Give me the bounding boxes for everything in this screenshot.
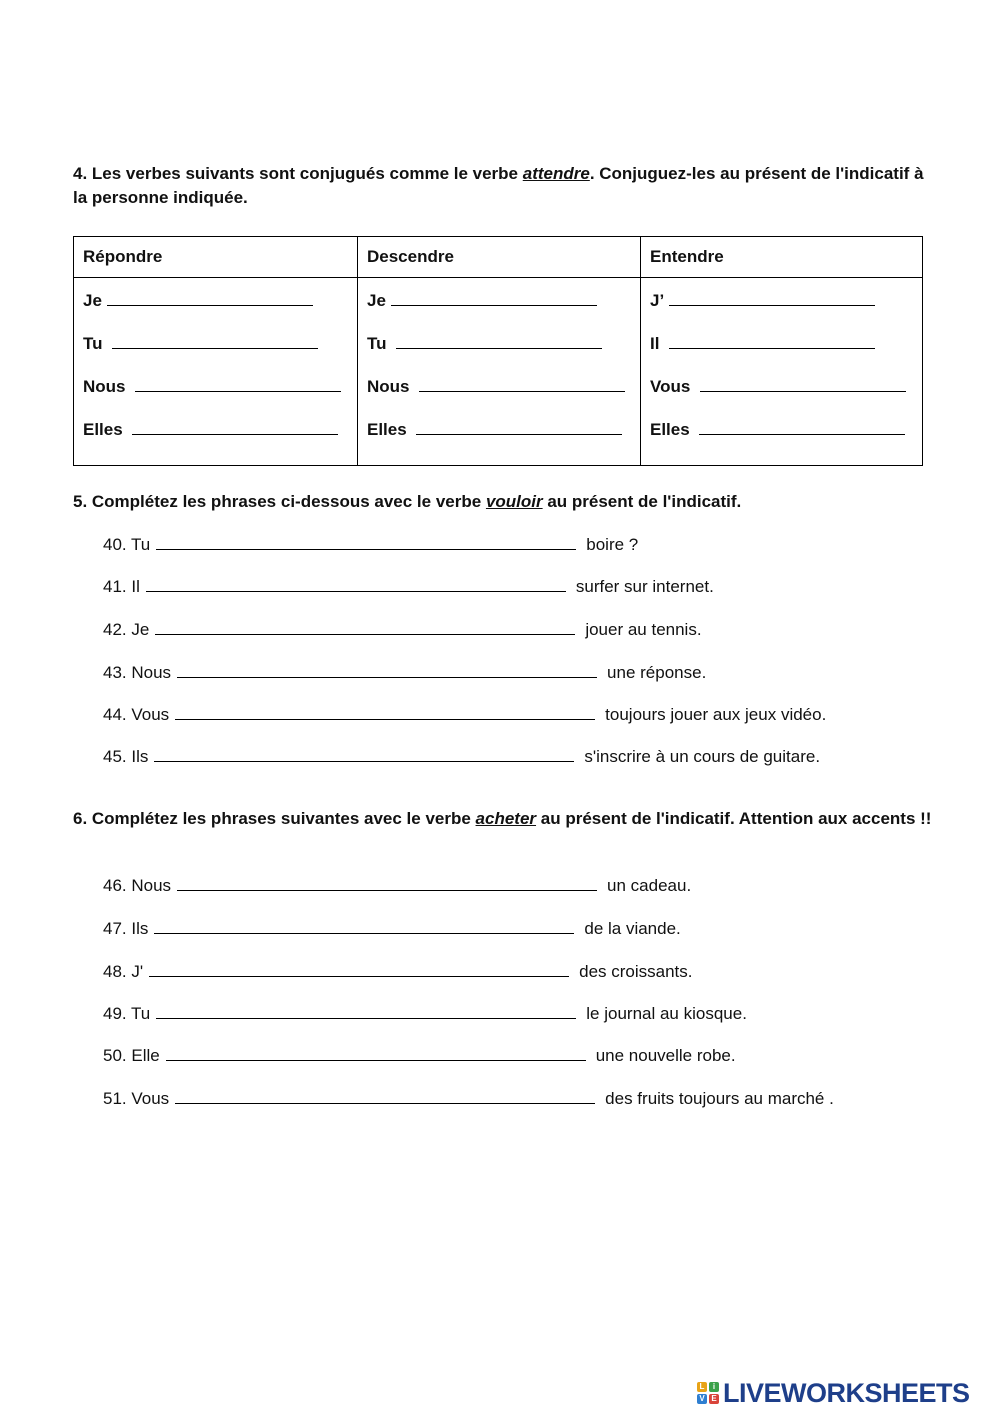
sentence-prefix: 46. Nous (103, 876, 172, 895)
pronoun: Je (367, 291, 386, 310)
sentence-prefix: 42. Je (103, 620, 150, 639)
exercise-4-instruction (73, 162, 933, 210)
sentence-suffix: des fruits toujours au marché . (605, 1089, 834, 1108)
answer-blank[interactable] (177, 872, 597, 891)
logo-tile: V (697, 1394, 707, 1404)
sentence-suffix: le journal au kiosque. (586, 1004, 747, 1023)
logo-mark-icon (697, 1382, 719, 1404)
answer-blank[interactable] (669, 287, 875, 306)
sentence-suffix: surfer sur internet. (575, 577, 714, 596)
answer-blank[interactable] (132, 416, 338, 435)
sentence-suffix: jouer au tennis. (585, 620, 702, 639)
answer-blank[interactable] (419, 373, 625, 392)
answer-blank[interactable] (135, 373, 341, 392)
answer-blank[interactable] (107, 287, 313, 306)
sentence-suffix: de la viande. (584, 919, 681, 938)
sentence-40 (103, 531, 638, 557)
answer-blank[interactable] (154, 915, 574, 934)
sentence-47 (103, 915, 681, 941)
answer-blank[interactable] (669, 330, 875, 349)
sentence-43 (103, 659, 706, 685)
instruction-text: . Conjuguez-les au présent de l'indicatif à la personne indiquée. (73, 164, 924, 207)
sentence-suffix: toujours jouer aux jeux vidéo. (605, 705, 827, 724)
answer-blank[interactable] (154, 743, 574, 762)
verb-vouloir: vouloir (485, 492, 543, 511)
pronoun: Je (83, 291, 102, 310)
sentence-suffix: une réponse. (607, 663, 707, 682)
answer-blank[interactable] (156, 531, 576, 550)
answer-blank[interactable] (175, 1085, 595, 1104)
column-header-entendre: Entendre (641, 237, 923, 278)
answer-blank[interactable] (416, 416, 622, 435)
verb-acheter: acheter (475, 809, 537, 828)
sentence-44 (103, 701, 826, 727)
sentence-prefix: 51. Vous (103, 1089, 170, 1108)
sentence-48 (103, 958, 693, 984)
answer-blank[interactable] (156, 1000, 576, 1019)
answer-blank[interactable] (396, 330, 602, 349)
logo-tile: E (709, 1394, 719, 1404)
sentence-suffix: s'inscrire à un cours de guitare. (584, 747, 821, 766)
sentence-prefix: 41. Il (103, 577, 140, 596)
instruction-text: 6. Complétez les phrases suivantes avec le verbe (73, 809, 476, 828)
answer-blank[interactable] (149, 958, 569, 977)
instruction-text: 5. Complétez les phrases ci-dessous avec le verbe (73, 492, 486, 511)
sentence-prefix: 48. J' (103, 962, 144, 981)
sentence-suffix: une nouvelle robe. (595, 1046, 736, 1065)
answer-blank[interactable] (177, 659, 597, 678)
sentence-prefix: 49. Tu (103, 1004, 151, 1023)
column-header-descendre: Descendre (358, 237, 641, 278)
sentence-prefix: 50. Elle (103, 1046, 160, 1065)
sentence-42 (103, 616, 702, 642)
instruction-text: au présent de l'indicatif. Attention aux accents !! (536, 809, 932, 828)
column-header-repondre: Répondre (74, 237, 358, 278)
answer-blank[interactable] (699, 416, 905, 435)
answer-blank[interactable] (166, 1042, 586, 1061)
sentence-45 (103, 743, 820, 769)
sentence-prefix: 45. Ils (103, 747, 149, 766)
liveworksheets-logo (697, 1378, 970, 1408)
sentence-prefix: 40. Tu (103, 535, 151, 554)
sentence-prefix: 43. Nous (103, 663, 172, 682)
pronoun: J’ (650, 291, 665, 310)
answer-blank[interactable] (146, 573, 566, 592)
answer-blank[interactable] (391, 287, 597, 306)
pronoun: Tu (367, 334, 387, 353)
pronoun: Nous (83, 377, 126, 396)
pronoun: Vous (650, 377, 691, 396)
column-entendre (641, 278, 923, 466)
sentence-49 (103, 1000, 747, 1026)
exercise-5-instruction (73, 490, 933, 514)
sentence-suffix: des croissants. (579, 962, 693, 981)
pronoun: Elles (650, 420, 690, 439)
answer-blank[interactable] (155, 616, 575, 635)
pronoun: Elles (367, 420, 407, 439)
answer-blank[interactable] (175, 701, 595, 720)
exercise-6-instruction (73, 807, 933, 831)
logo-tile: i (709, 1382, 719, 1392)
sentence-50 (103, 1042, 736, 1068)
sentence-prefix: 44. Vous (103, 705, 170, 724)
pronoun: Tu (83, 334, 103, 353)
sentence-46 (103, 872, 691, 898)
pronoun: Elles (83, 420, 123, 439)
column-repondre (74, 278, 358, 466)
sentence-51 (103, 1085, 834, 1111)
sentence-suffix: un cadeau. (607, 876, 692, 895)
sentence-suffix: boire ? (586, 535, 639, 554)
column-descendre (358, 278, 641, 466)
logo-tile: L (697, 1382, 707, 1392)
answer-blank[interactable] (112, 330, 318, 349)
logo-text: LIVEWORKSHEETS (723, 1377, 970, 1408)
pronoun: Nous (367, 377, 410, 396)
pronoun: Il (650, 334, 660, 353)
sentence-41 (103, 573, 714, 599)
verb-attendre: attendre (522, 164, 590, 183)
answer-blank[interactable] (700, 373, 906, 392)
instruction-text: au présent de l'indicatif. (542, 492, 742, 511)
sentence-prefix: 47. Ils (103, 919, 149, 938)
instruction-text: 4. Les verbes suivants sont conjugués comme le verbe (73, 164, 523, 183)
conjugation-table (73, 236, 923, 466)
